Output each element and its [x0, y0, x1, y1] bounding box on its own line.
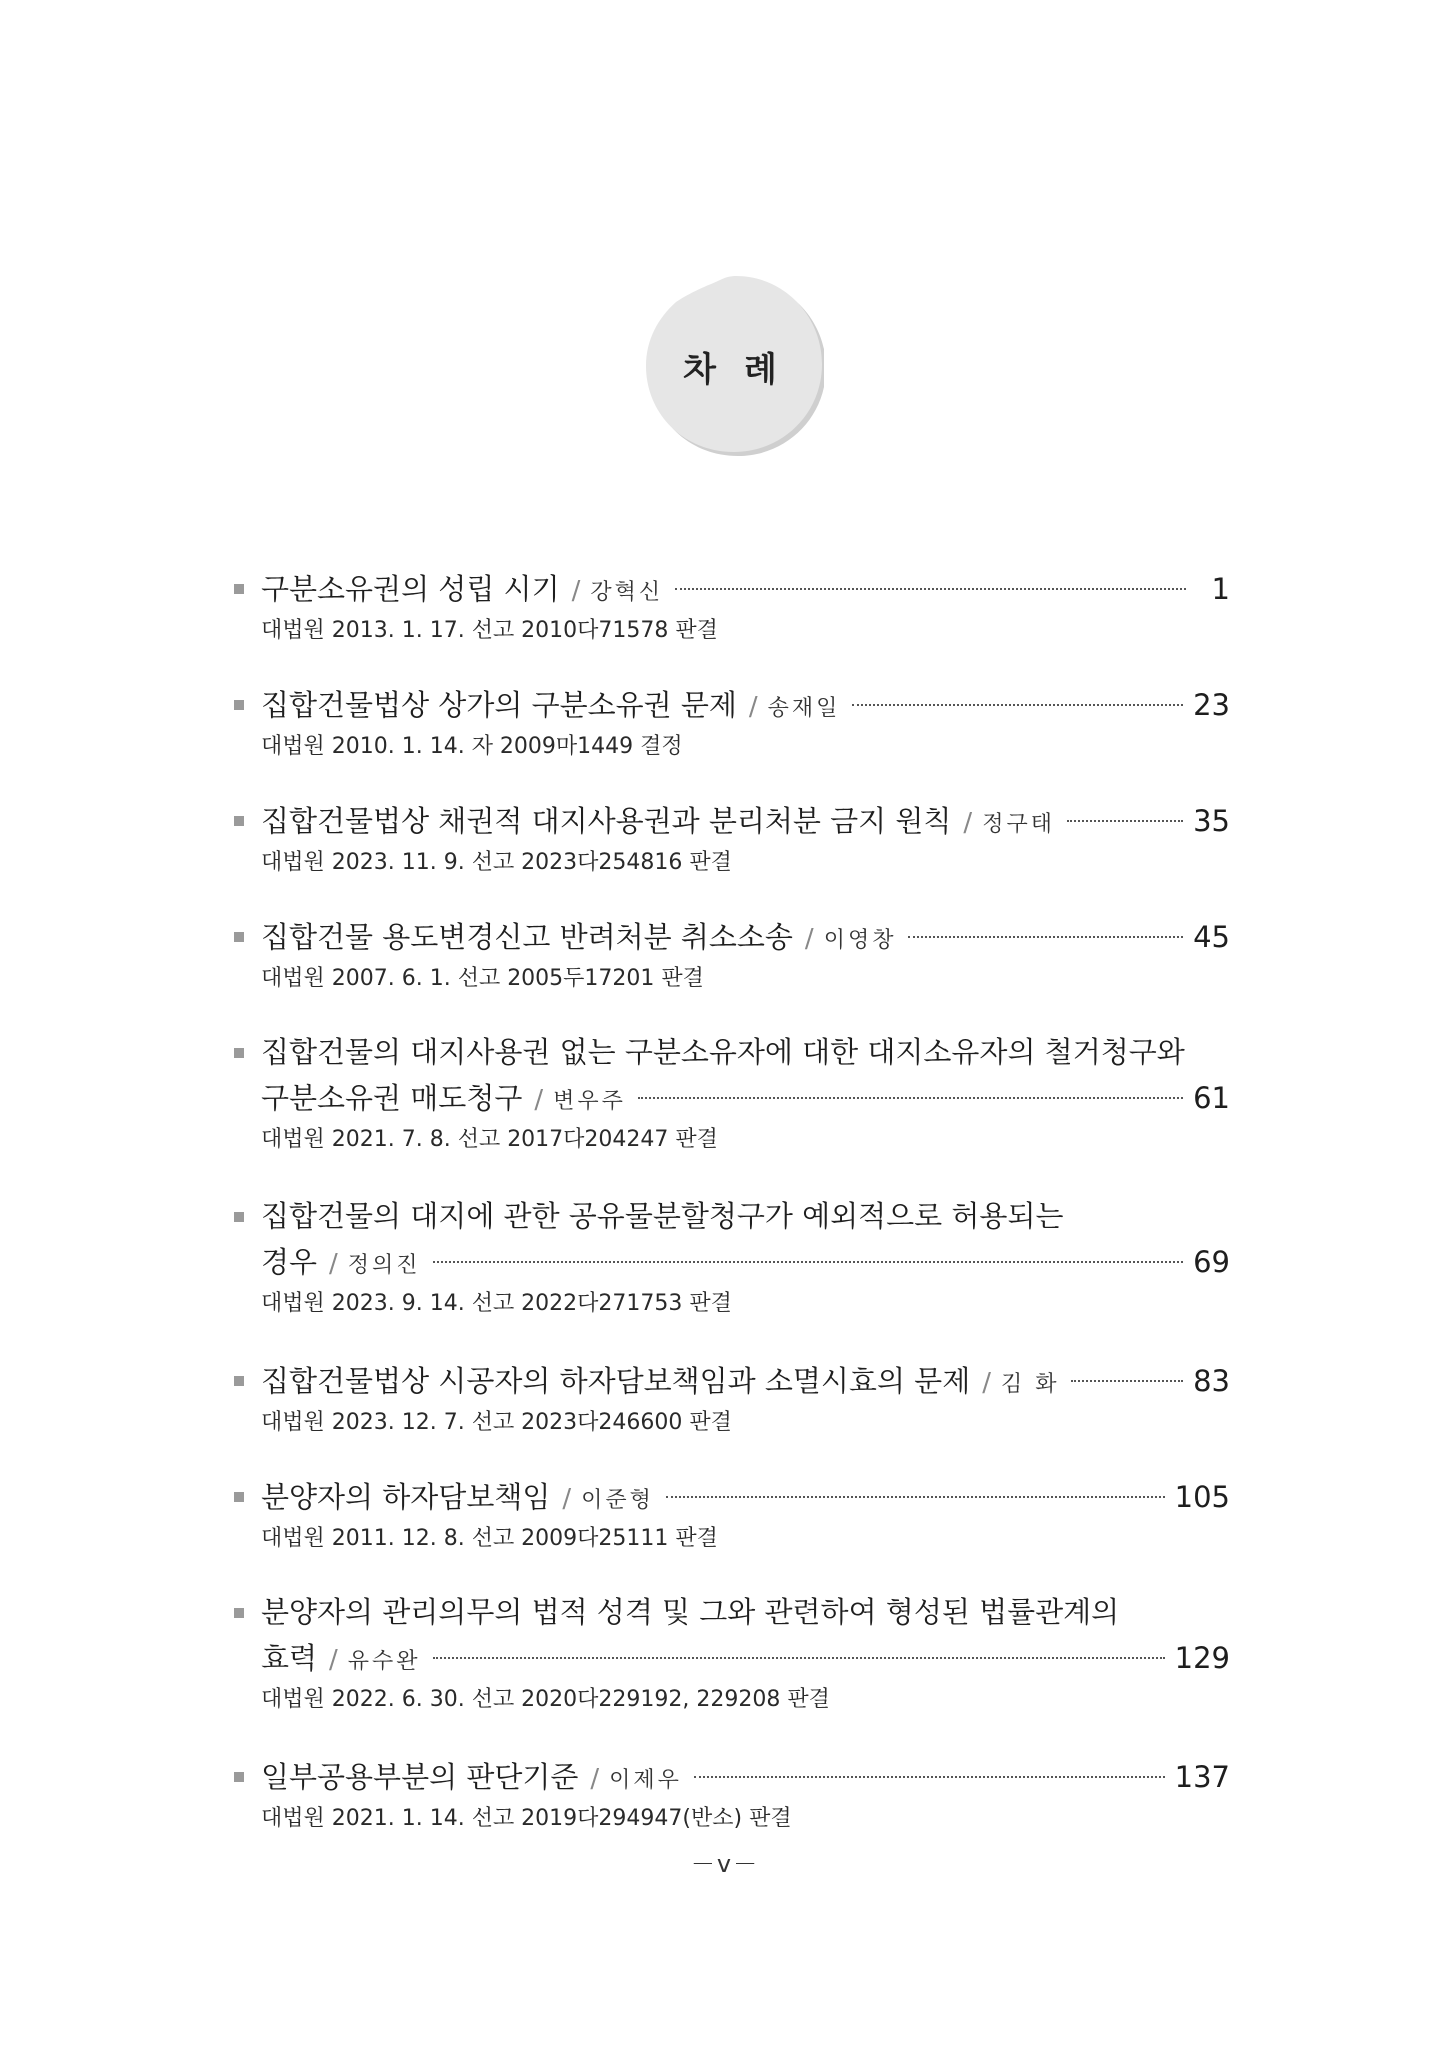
- toc-case-citation: 대법원 2011. 12. 8. 선고 2009다25111 판결: [261, 1526, 718, 1551]
- table-of-contents: [234, 566, 1230, 1870]
- page-title: 차례: [683, 350, 805, 390]
- toc-title: 일부공용부분의 판단기준: [261, 1760, 579, 1794]
- toc-entry[interactable]: [234, 1194, 1230, 1322]
- toc-title-line: [261, 914, 1230, 961]
- toc-page-number: 1: [1211, 572, 1230, 606]
- dot-leader: [694, 1776, 1165, 1778]
- toc-title-line: [261, 1635, 1230, 1682]
- toc-author: 이준형: [581, 1488, 654, 1513]
- toc-entry[interactable]: [234, 798, 1230, 881]
- author-separator: /: [329, 1645, 338, 1675]
- toc-author: 정의진: [347, 1253, 421, 1278]
- author-separator: /: [534, 1085, 544, 1115]
- author-separator: /: [590, 1764, 600, 1794]
- author-separator: /: [982, 1368, 991, 1398]
- toc-case-citation: 대법원 2023. 9. 14. 선고 2022다271753 판결: [261, 1291, 732, 1316]
- toc-page-number: 69: [1193, 1245, 1230, 1279]
- dot-leader: [433, 1657, 1165, 1659]
- toc-title-line: [261, 566, 1230, 613]
- toc-title-line: [261, 1474, 1230, 1521]
- toc-author: 유수완: [347, 1649, 421, 1674]
- toc-title: 구분소유권 매도청구: [261, 1081, 523, 1115]
- toc-author: 강혁신: [590, 580, 664, 605]
- author-separator: /: [329, 1249, 338, 1279]
- dot-leader: [908, 936, 1183, 938]
- toc-title-line: [261, 1075, 1230, 1122]
- toc-entry[interactable]: [234, 566, 1230, 649]
- toc-title-line-continued: [261, 1030, 1230, 1075]
- toc-title: 경우: [261, 1245, 318, 1279]
- author-separator: /: [571, 576, 581, 606]
- author-separator: /: [963, 808, 973, 838]
- toc-entry[interactable]: [234, 1754, 1230, 1837]
- dot-leader: [852, 704, 1183, 706]
- dot-leader: [433, 1261, 1184, 1263]
- toc-title: 분양자의 하자담보책임: [261, 1480, 551, 1514]
- toc-page-number: 35: [1193, 804, 1230, 838]
- toc-title: 분양자의 관리의무의 법적 성격 및 그와 관련하여 형성된 법률관계의: [261, 1595, 1120, 1629]
- toc-entry[interactable]: [234, 1590, 1230, 1718]
- toc-case-citation: 대법원 2021. 1. 14. 선고 2019다294947(반소) 판결: [261, 1806, 792, 1831]
- square-bullet-icon: [234, 700, 244, 710]
- square-bullet-icon: [234, 1492, 244, 1502]
- toc-title: 효력: [261, 1641, 318, 1675]
- author-separator: /: [562, 1484, 572, 1514]
- toc-page-number: 61: [1193, 1081, 1230, 1115]
- square-bullet-icon: [234, 932, 244, 942]
- toc-case-citation: 대법원 2010. 1. 14. 자 2009마1449 결정: [261, 734, 683, 759]
- toc-author: 변우주: [553, 1089, 626, 1114]
- toc-entry[interactable]: [234, 682, 1230, 765]
- square-bullet-icon: [234, 1772, 244, 1782]
- toc-title: 집합건물의 대지에 관한 공유물분할청구가 예외적으로 허용되는: [261, 1199, 1064, 1233]
- author-separator: /: [748, 692, 758, 722]
- toc-title-line: [261, 682, 1230, 729]
- toc-author: 이제우: [609, 1768, 682, 1793]
- toc-title-line: [261, 1239, 1230, 1286]
- toc-case-citation: 대법원 2013. 1. 17. 선고 2010다71578 판결: [261, 618, 718, 643]
- toc-case-citation: 대법원 2023. 11. 9. 선고 2023다254816 판결: [261, 850, 732, 875]
- square-bullet-icon: [234, 1212, 244, 1222]
- dot-leader: [666, 1496, 1165, 1498]
- dot-leader: [1071, 1380, 1183, 1382]
- toc-author: 송재일: [767, 696, 841, 721]
- toc-page-number: 129: [1174, 1641, 1230, 1675]
- toc-entry[interactable]: [234, 1474, 1230, 1557]
- author-separator: /: [804, 924, 814, 954]
- toc-entry[interactable]: [234, 914, 1230, 997]
- dot-leader: [675, 588, 1186, 590]
- toc-author: 김 화: [1000, 1372, 1060, 1397]
- toc-page-number: 137: [1174, 1760, 1230, 1794]
- square-bullet-icon: [234, 1376, 244, 1386]
- toc-title: 집합건물법상 상가의 구분소유권 문제: [261, 688, 737, 722]
- square-bullet-icon: [234, 1048, 244, 1058]
- toc-title-line: [261, 798, 1230, 845]
- toc-page-number: 105: [1174, 1480, 1230, 1514]
- toc-page-number: 45: [1193, 920, 1230, 954]
- toc-case-citation: 대법원 2022. 6. 30. 선고 2020다229192, 229208 판결: [261, 1687, 830, 1712]
- toc-title: 집합건물 용도변경신고 반려처분 취소소송: [261, 920, 793, 954]
- toc-title: 집합건물의 대지사용권 없는 구분소유자에 대한 대지소유자의 철거청구와: [261, 1035, 1185, 1069]
- toc-case-citation: 대법원 2023. 12. 7. 선고 2023다246600 판결: [261, 1410, 732, 1435]
- toc-title-line: [261, 1754, 1230, 1801]
- toc-page-number: 83: [1193, 1364, 1230, 1398]
- toc-title-line-continued: [261, 1194, 1230, 1239]
- toc-entry[interactable]: [234, 1358, 1230, 1441]
- toc-title-line: [261, 1358, 1230, 1405]
- toc-entry[interactable]: [234, 1030, 1230, 1158]
- toc-title-line-continued: [261, 1590, 1230, 1635]
- toc-author: 정구태: [982, 812, 1055, 837]
- page-number-folio: －ⅴ－: [690, 1850, 760, 1878]
- toc-author: 이영창: [823, 928, 897, 953]
- dot-leader: [638, 1097, 1183, 1099]
- toc-title: 집합건물법상 시공자의 하자담보책임과 소멸시효의 문제: [261, 1364, 971, 1398]
- title-badge: [636, 268, 824, 456]
- square-bullet-icon: [234, 584, 244, 594]
- toc-title: 집합건물법상 채권적 대지사용권과 분리처분 금지 원칙: [261, 804, 952, 838]
- toc-case-citation: 대법원 2021. 7. 8. 선고 2017다204247 판결: [261, 1127, 718, 1152]
- square-bullet-icon: [234, 1608, 244, 1618]
- toc-page-number: 23: [1193, 688, 1230, 722]
- dot-leader: [1067, 820, 1183, 822]
- toc-case-citation: 대법원 2007. 6. 1. 선고 2005두17201 판결: [261, 966, 704, 991]
- square-bullet-icon: [234, 816, 244, 826]
- toc-title: 구분소유권의 성립 시기: [261, 572, 560, 606]
